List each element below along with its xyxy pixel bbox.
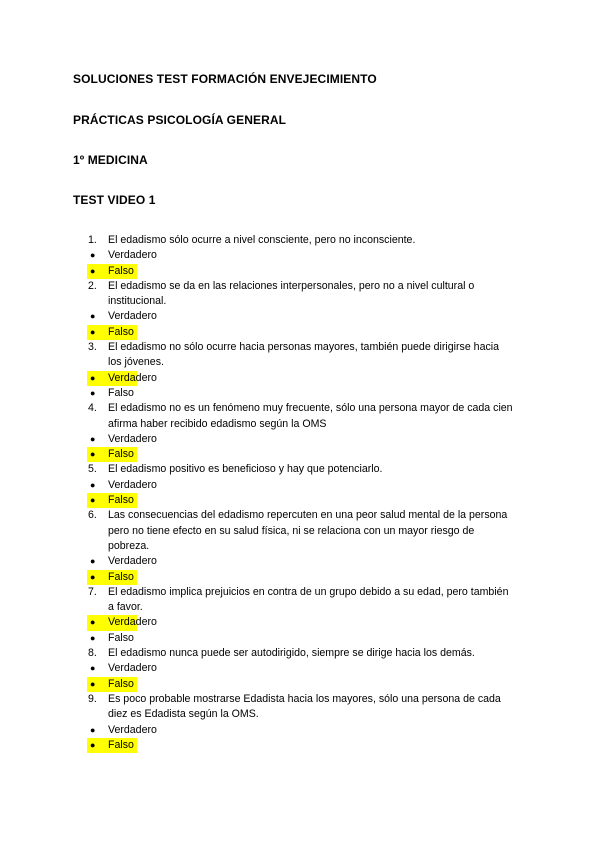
bullet-icon: ●: [90, 739, 96, 750]
answer-option: [0, 615, 600, 630]
answer-option: [0, 386, 600, 401]
answer-label: Verdadero: [108, 723, 157, 736]
correct-answer-label: Falso: [108, 325, 134, 338]
test-title: TEST VIDEO 1: [73, 193, 156, 207]
question-number: 5.: [88, 463, 97, 476]
bullet-icon: ●: [90, 663, 96, 674]
question-item: [0, 462, 600, 477]
answer-label: Verdadero: [108, 249, 157, 262]
question-item: [0, 233, 600, 248]
answer-option: [0, 264, 600, 279]
answer-option: [0, 325, 600, 340]
bullet-icon: ●: [90, 311, 96, 322]
question-text: El edadismo implica prejuicios en contra de un grupo debido a su edad, pero también a favor.: [108, 585, 509, 614]
answer-option: [0, 447, 600, 462]
question-item: [0, 340, 600, 371]
answer-option: [0, 677, 600, 692]
course-title: PRÁCTICAS PSICOLOGÍA GENERAL: [73, 113, 287, 127]
question-item: [0, 646, 600, 661]
question-text: El edadismo no es un fenómeno muy frecuente, sólo una persona mayor de cada cien afirma haber recibido edadismo según la OMS: [108, 402, 513, 430]
bullet-icon: ●: [90, 632, 96, 643]
bullet-icon: ●: [90, 556, 96, 567]
answer-option: [0, 309, 600, 324]
question-number: 8.: [88, 647, 97, 660]
answer-option: [0, 554, 600, 569]
bullet-icon: ●: [90, 449, 96, 460]
correct-answer-label: Verdadero: [108, 616, 157, 629]
question-list: [0, 233, 600, 753]
answer-option: [0, 478, 600, 493]
bullet-icon: ●: [90, 495, 96, 506]
bullet-icon: ●: [90, 250, 96, 261]
answer-option: [0, 432, 600, 447]
bullet-icon: ●: [90, 265, 96, 276]
answer-option: [0, 493, 600, 508]
bullet-icon: ●: [90, 433, 96, 444]
correct-answer-label: Falso: [108, 494, 134, 507]
question-item: [0, 585, 600, 616]
answer-option: [0, 570, 600, 585]
bullet-icon: ●: [90, 617, 96, 628]
answer-option: [0, 248, 600, 263]
question-number: 7.: [88, 585, 97, 598]
correct-answer-label: Falso: [108, 264, 134, 277]
document-title: SOLUCIONES TEST FORMACIÓN ENVEJECIMIENTO: [73, 72, 377, 86]
answer-option: [0, 371, 600, 386]
answer-label: Verdadero: [108, 662, 157, 675]
question-number: 6.: [88, 509, 97, 522]
correct-answer-label: Falso: [108, 448, 134, 461]
question-text: El edadismo no sólo ocurre hacia personas mayores, también puede dirigirse hacia los jóvenes.: [108, 341, 500, 369]
question-item: [0, 401, 600, 432]
degree-title: 1º MEDICINA: [73, 153, 148, 167]
correct-answer-label: Falso: [108, 677, 134, 690]
answer-option: [0, 661, 600, 676]
answer-label: Verdadero: [108, 478, 157, 491]
bullet-icon: ●: [90, 724, 96, 735]
answer-label: Verdadero: [108, 432, 157, 445]
bullet-icon: ●: [90, 678, 96, 689]
question-number: 9.: [88, 692, 97, 705]
question-item: [0, 508, 600, 554]
answer-option: [0, 723, 600, 738]
answer-label: Falso: [108, 631, 134, 644]
correct-answer-label: Falso: [108, 570, 134, 583]
answer-option: [0, 631, 600, 646]
question-item: [0, 279, 600, 310]
question-text: El edadismo positivo es beneficioso y hay que potenciarlo.: [108, 463, 383, 476]
question-number: 2.: [88, 279, 97, 292]
bullet-icon: ●: [90, 571, 96, 582]
bullet-icon: ●: [90, 372, 96, 383]
bullet-icon: ●: [90, 387, 96, 398]
correct-answer-label: Falso: [108, 738, 134, 751]
question-text: El edadismo nunca puede ser autodirigido, siempre se dirige hacia los demás.: [108, 647, 475, 660]
question-number: 4.: [88, 402, 97, 415]
answer-label: Verdadero: [108, 555, 157, 568]
question-number: 1.: [88, 234, 97, 246]
answer-label: Falso: [108, 386, 134, 399]
question-text: El edadismo sólo ocurre a nivel consciente, pero no inconsciente.: [108, 234, 416, 246]
question-number: 3.: [88, 341, 97, 354]
question-item: [0, 692, 600, 723]
question-text: El edadismo se da en las relaciones interpersonales, pero no a nivel cultural o institucional.: [108, 279, 475, 308]
question-text: Las consecuencias del edadismo repercuten en una peor salud mental de la persona pero no tiene efecto en su salud física, ni se relaciona con un mayor riesgo de pobreza.: [108, 509, 508, 552]
answer-label: Verdadero: [108, 310, 157, 323]
correct-answer-label: Verdadero: [108, 371, 157, 384]
question-text: Es poco probable mostrarse Edadista hacia los mayores, sólo una persona de cada diez es Edadista según la OMS.: [108, 692, 501, 721]
bullet-icon: ●: [90, 326, 96, 337]
answer-option: [0, 738, 600, 753]
bullet-icon: ●: [90, 479, 96, 490]
